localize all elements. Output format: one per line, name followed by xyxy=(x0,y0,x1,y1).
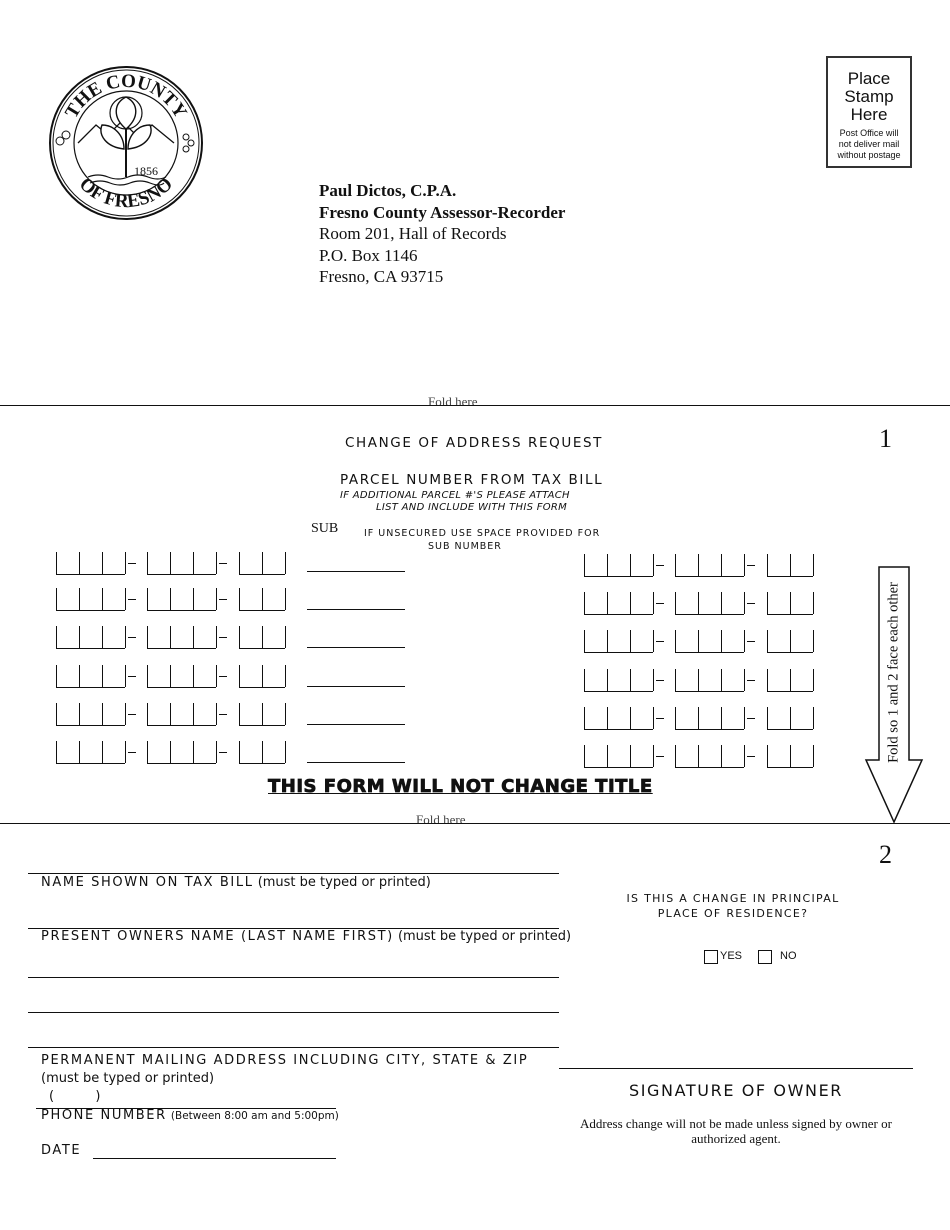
panel-number-1: 1 xyxy=(879,424,892,453)
phone-area-code: ( ) xyxy=(49,1089,101,1104)
parcel-number-boxes-left-4[interactable] xyxy=(239,665,285,688)
parcel-dash xyxy=(656,565,664,566)
fold-here-label-1: Fold here xyxy=(428,394,478,409)
assessor-address xyxy=(319,180,565,288)
yes-checkbox[interactable] xyxy=(704,950,718,964)
unsecured-note-line-2: SUB NUMBER xyxy=(428,541,502,552)
parcel-number-boxes-left-3[interactable] xyxy=(239,626,285,649)
parcel-page-boxes-left-1[interactable] xyxy=(147,552,216,575)
parcel-book-boxes-left-4[interactable] xyxy=(56,665,125,688)
parcel-page-boxes-left-4[interactable] xyxy=(147,665,216,688)
parcel-note-line-1: IF ADDITIONAL PARCEL #'S PLEASE ATTACH xyxy=(340,490,570,501)
parcel-book-boxes-right-2[interactable] xyxy=(584,592,653,615)
parcel-number-boxes-right-4[interactable] xyxy=(767,669,813,692)
parcel-dash xyxy=(747,565,755,566)
sub-number-line-4[interactable] xyxy=(307,686,405,687)
panel-number-2: 2 xyxy=(879,840,892,869)
parcel-dash xyxy=(128,563,136,564)
parcel-dash xyxy=(656,718,664,719)
address-name: Paul Dictos, C.P.A. xyxy=(319,181,457,200)
place-stamp-box xyxy=(826,56,912,168)
parcel-number-boxes-left-2[interactable] xyxy=(239,588,285,611)
address-room: Room 201, Hall of Records xyxy=(319,224,507,243)
parcel-page-boxes-right-2[interactable] xyxy=(675,592,744,615)
svg-text:THE COUNTY: THE COUNTY xyxy=(61,70,191,122)
address-office: Fresno County Assessor-Recorder xyxy=(319,202,566,222)
parcel-book-boxes-left-6[interactable] xyxy=(56,741,125,764)
parcel-note-line-2: LIST AND INCLUDE WITH THIS FORM xyxy=(376,502,568,513)
parcel-book-boxes-right-6[interactable] xyxy=(584,745,653,768)
stamp-postage-note: Post Office will not deliver mail without postage xyxy=(837,128,901,160)
address-city: Fresno, CA 93715 xyxy=(319,267,444,286)
parcel-page-boxes-left-5[interactable] xyxy=(147,703,216,726)
sub-number-line-5[interactable] xyxy=(307,724,405,725)
parcel-page-boxes-right-3[interactable] xyxy=(675,630,744,653)
sub-number-line-2[interactable] xyxy=(307,609,405,610)
parcel-book-boxes-left-2[interactable] xyxy=(56,588,125,611)
parcel-number-boxes-left-6[interactable] xyxy=(239,741,285,764)
parcel-dash xyxy=(128,752,136,753)
parcel-dash xyxy=(219,752,227,753)
parcel-book-boxes-left-5[interactable] xyxy=(56,703,125,726)
parcel-number-boxes-right-6[interactable] xyxy=(767,745,813,768)
parcel-dash xyxy=(747,718,755,719)
fold-here-label-2: Fold here xyxy=(416,812,466,827)
signature-of-owner-label: SIGNATURE OF OWNER xyxy=(628,1081,844,1100)
parcel-dash xyxy=(219,563,227,564)
unsecured-note-line-1: IF UNSECURED USE SPACE PROVIDED FOR xyxy=(364,528,601,539)
mailing-address-label: PERMANENT MAILING ADDRESS INCLUDING CITY, STATE & ZIP xyxy=(41,1053,529,1068)
parcel-dash xyxy=(128,637,136,638)
present-owners-name-label: PRESENT OWNERS NAME (LAST NAME FIRST) (must be typed or printed) xyxy=(41,929,572,944)
address-po-box: P.O. Box 1146 xyxy=(319,245,418,265)
county-seal-logo xyxy=(48,65,204,221)
parcel-dash xyxy=(656,756,664,757)
name-line[interactable] xyxy=(28,873,559,874)
parcel-book-boxes-right-3[interactable] xyxy=(584,630,653,653)
name-on-tax-bill-label: NAME SHOWN ON TAX BILL (must be typed or printed) xyxy=(41,875,431,890)
date-line[interactable] xyxy=(93,1158,336,1159)
parcel-page-boxes-right-4[interactable] xyxy=(675,669,744,692)
parcel-number-boxes-right-5[interactable] xyxy=(767,707,813,730)
parcel-page-boxes-right-5[interactable] xyxy=(675,707,744,730)
mailing-address-note: (must be typed or printed) xyxy=(41,1071,215,1086)
parcel-dash xyxy=(656,603,664,604)
parcel-dash xyxy=(219,714,227,715)
parcel-book-boxes-right-5[interactable] xyxy=(584,707,653,730)
parcel-number-boxes-right-2[interactable] xyxy=(767,592,813,615)
parcel-dash xyxy=(747,756,755,757)
sub-number-line-3[interactable] xyxy=(307,647,405,648)
parcel-dash xyxy=(656,680,664,681)
parcel-page-boxes-right-1[interactable] xyxy=(675,554,744,577)
no-label: NO xyxy=(780,950,797,962)
owners-line-2[interactable] xyxy=(28,977,559,978)
fold-line-2 xyxy=(0,823,950,824)
date-label: DATE xyxy=(41,1143,82,1158)
principal-residence-question: IS THIS A CHANGE IN PRINCIPAL PLACE OF RESIDENCE? xyxy=(626,892,840,920)
sub-label: SUB xyxy=(311,521,339,536)
address-line-2[interactable] xyxy=(28,1047,559,1048)
parcel-page-boxes-left-3[interactable] xyxy=(147,626,216,649)
parcel-number-boxes-right-3[interactable] xyxy=(767,630,813,653)
parcel-dash xyxy=(219,676,227,677)
signature-note: Address change will not be made unless signed by owner or authorized agent. xyxy=(580,1116,892,1146)
parcel-dash xyxy=(747,680,755,681)
parcel-dash xyxy=(747,641,755,642)
parcel-dash xyxy=(128,676,136,677)
parcel-dash xyxy=(128,714,136,715)
parcel-number-boxes-left-1[interactable] xyxy=(239,552,285,575)
sub-number-line-1[interactable] xyxy=(307,571,405,572)
phone-number-label: PHONE NUMBER (Between 8:00 am and 5:00pm) xyxy=(41,1108,339,1123)
fold-line-1 xyxy=(0,405,950,406)
seal-year: 1856 xyxy=(134,164,158,178)
parcel-dash xyxy=(219,637,227,638)
parcel-page-boxes-left-6[interactable] xyxy=(147,741,216,764)
parcel-page-boxes-left-2[interactable] xyxy=(147,588,216,611)
parcel-book-boxes-right-1[interactable] xyxy=(584,554,653,577)
address-line-1[interactable] xyxy=(28,1012,559,1013)
stamp-main-text: Place Stamp Here xyxy=(844,69,894,124)
parcel-number-boxes-left-5[interactable] xyxy=(239,703,285,726)
parcel-dash xyxy=(656,641,664,642)
parcel-number-heading: PARCEL NUMBER FROM TAX BILL xyxy=(340,472,604,488)
parcel-number-boxes-right-1[interactable] xyxy=(767,554,813,577)
svg-text:OF FRESNO: OF FRESNO xyxy=(74,173,178,213)
parcel-dash xyxy=(747,603,755,604)
parcel-book-boxes-left-3[interactable] xyxy=(56,626,125,649)
no-checkbox[interactable] xyxy=(758,950,772,964)
parcel-dash xyxy=(219,599,227,600)
signature-line[interactable] xyxy=(559,1068,913,1069)
change-of-address-title: CHANGE OF ADDRESS REQUEST xyxy=(345,435,604,451)
yes-label: YES xyxy=(720,950,743,962)
parcel-page-boxes-right-6[interactable] xyxy=(675,745,744,768)
parcel-book-boxes-left-1[interactable] xyxy=(56,552,125,575)
form-will-not-change-title-warning: THIS FORM WILL NOT CHANGE TITLE xyxy=(268,776,653,797)
parcel-book-boxes-right-4[interactable] xyxy=(584,669,653,692)
parcel-dash xyxy=(128,599,136,600)
fold-arrow-text: Fold so 1 and 2 face each other xyxy=(885,582,902,763)
sub-number-line-6[interactable] xyxy=(307,762,405,763)
